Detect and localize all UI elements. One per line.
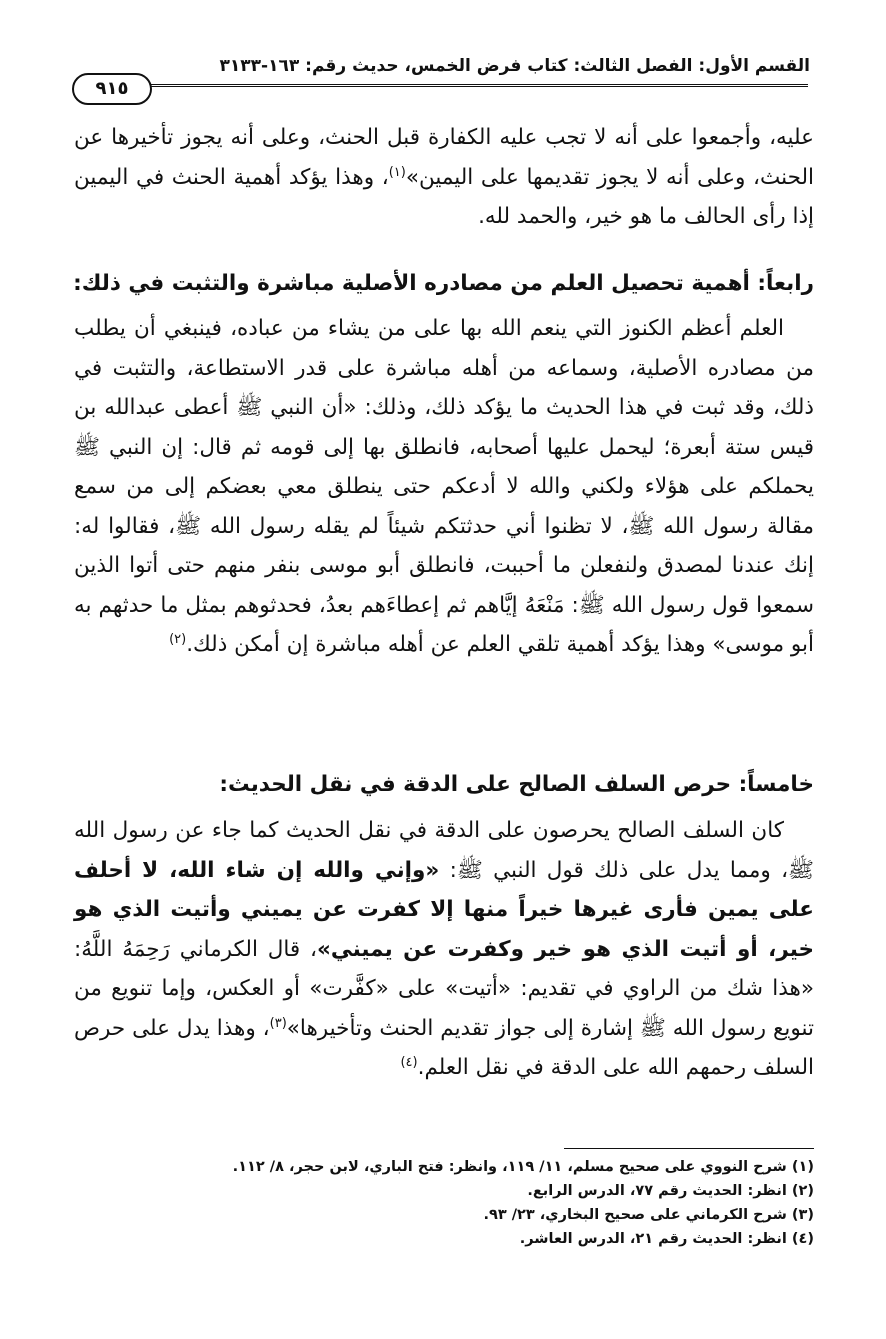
footnotes — [74, 1155, 814, 1251]
section-heading-4: رابعاً: أهمية تحصيل العلم من مصادره الأصلية مباشرة والتثبت في ذلك: — [73, 271, 814, 296]
footnote-2: (٢) انظر: الحديث رقم ٧٧، الدرس الرابع. — [527, 1183, 814, 1199]
header-rule — [140, 84, 808, 87]
paragraph-2 — [74, 309, 814, 665]
hadith-quote: «وإني والله إن شاء الله، لا أحلف على يمين فأرى غيرها خيراً منها إلا كفرت عن يميني وأتيت الذي هو خير، أو أتيت الذي هو خير وكفرت عن يميني» — [74, 857, 814, 962]
paragraph-3-text-a: كان السلف الصالح يحرصون على الدقة في نقل الحديث كما جاء عن رسول الله ﷺ، ومما يدل على ذلك قول النبي ﷺ: — [74, 818, 815, 883]
footnote-ref-4[interactable]: (٤) — [400, 1054, 418, 1070]
footnote-ref-2[interactable]: (٢) — [169, 631, 187, 647]
paragraph-1 — [74, 118, 814, 237]
paragraph-1-text-a: عليه، وأجمعوا على أنه لا تجب عليه الكفارة قبل الحنث، وعلى أنه يجوز تأخيرها عن الحنث، وعلى أنه لا يجوز تقديمها على اليمين» — [74, 125, 814, 190]
footnote-1: (١) شرح النووي على صحيح مسلم، ١١/ ١١٩، وانظر: فتح الباري، لابن حجر، ٨/ ١١٢. — [232, 1159, 814, 1175]
paragraph-3-text-b: ، قال الكرماني رَحِمَهُ اللَّهُ: «هذا شك من الراوي في تقديم: «أتيت» على «كفَّرت» أو العكس، وإما تنويع من تنويع رسول الله ﷺ إشارة إلى جواز تقديم الحنث وتأخيرها» — [74, 936, 814, 1041]
footnote-ref-1[interactable]: (١) — [388, 164, 406, 180]
paragraph-3-text-c: ، وهذا يدل على حرص السلف رحمهم الله على الدقة في نقل العلم. — [74, 1015, 814, 1080]
running-header: القسم الأول: الفصل الثالث: كتاب فرض الخمس، حديث رقم: ١٦٣-٣١٣٣ — [219, 56, 810, 76]
footnote-separator — [564, 1148, 814, 1149]
paragraph-1-text-b: ، وهذا يؤكد أهمية الحنث في اليمين إذا رأى الحالف ما هو خير، والحمد لله. — [74, 164, 814, 229]
footnote-4: (٤) انظر: الحديث رقم ٢١، الدرس العاشر. — [519, 1231, 814, 1247]
footnote-3: (٣) شرح الكرماني على صحيح البخاري، ٢٣/ ٩٣. — [483, 1207, 814, 1223]
page-number: ٩١٥ — [72, 73, 152, 105]
footnote-ref-3[interactable]: (٣) — [269, 1015, 287, 1031]
paragraph-2-text: العلم أعظم الكنوز التي ينعم الله بها على من يشاء من عباده، فينبغي أن يطلب من مصادره الأصلية، وسماعه من أهله مباشرة على قدر الاستطاعة، والتثبت في ذلك، وقد ثبت في هذا الحديث ما يؤكد ذلك، وذلك: «أن النبي ﷺ أعطى عبدالله بن قيس ستة أبعرة؛ ليحمل عليها أصحابه، فانطلق بها إلى قومه ثم قال: إن النبي ﷺ يحملكم على هؤلاء ولكني والله لا أدعكم حتى ينطلق معي بعضكم إلى من سمع مقالة رسول الله ﷺ، لا تظنوا أني حدثتكم شيئاً لم يقله رسول الله ﷺ، فقالوا له: إنك عندنا لمصدق ولنفعلن ما أحببت، فانطلق أبو موسى بنفر منهم حتى أتوا الذين سمعوا قول رسول الله ﷺ: مَنْعَهُ إيَّاهم ثم إعطاءَهم بعدُ، فحدثوهم بمثل ما حدثهم به أبو موسى» وهذا يؤكد أهمية تلقي العلم عن أهله مباشرة إن أمكن ذلك. — [74, 316, 814, 657]
section-heading-5: خامساً: حرص السلف الصالح على الدقة في نقل الحديث: — [219, 772, 814, 797]
paragraph-3 — [74, 811, 814, 1088]
